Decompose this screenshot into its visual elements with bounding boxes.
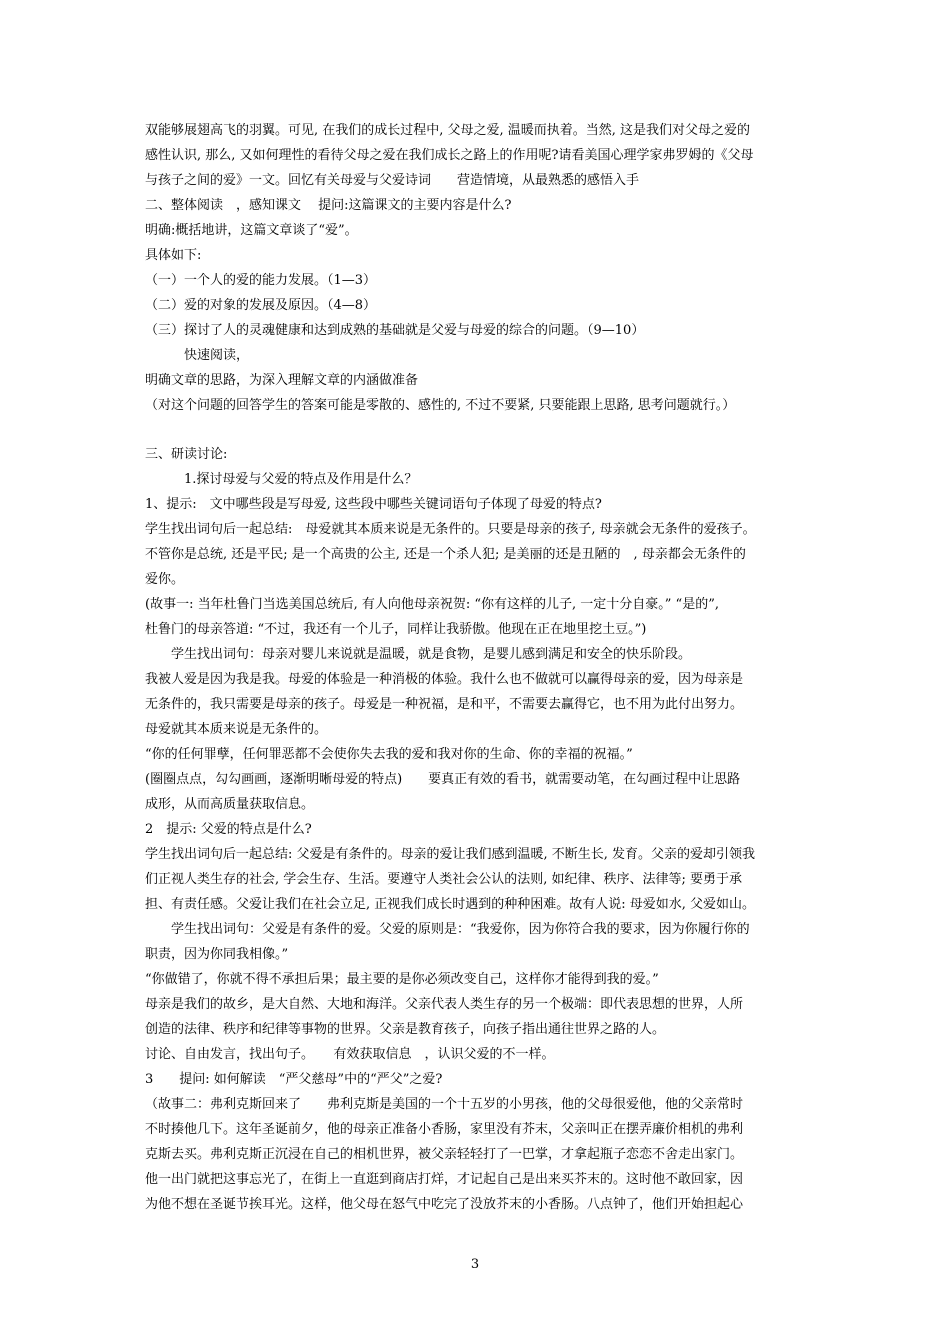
text-line: 学生找出词句后一起总结: 母爱就其本质来说是无条件的。只要是母亲的孩子, 母亲就会无条件的爱孩子。 <box>145 522 756 537</box>
text-line: “你的任何罪孽，任何罪恶都不会使你失去我的爱和我对你的生命、你的幸福的祝福。” <box>145 747 633 762</box>
text-line: 为他不想在圣诞节挨耳光。这样，他父母在怒气中吃完了没放芥末的小香肠。八点钟了，他们开始担起心 <box>145 1197 744 1212</box>
text-line: （一）一个人的爱的能力发展。（1—3） <box>145 273 377 288</box>
section-heading: 三、研读讨论: <box>145 447 228 462</box>
text-line: (圈圈点点，勾勾画画，逐渐明晰母爱的特点) 要真正有效的看书，就需要动笔，在勾画过程中让思路 <box>145 772 741 787</box>
text-line: 职责，因为你同我相像。” <box>145 947 289 962</box>
text-line: 爱你。 <box>145 572 185 587</box>
text-line: 明确文章的思路，为深入理解文章的内涵做准备 <box>145 373 419 388</box>
text-line: （对这个问题的回答学生的答案可能是零散的、感性的, 不过不要紧, 只要能跟上思路, 思考问题就行。） <box>145 398 736 413</box>
text-line: 1.探讨母爱与父爱的特点及作用是什么？ <box>145 472 418 487</box>
text-line: 学生找出词句后一起总结: 父爱是有条件的。母亲的爱让我们感到温暖, 不断生长, 发育。父亲的爱却引领我 <box>145 847 756 862</box>
text-line: 快速阅读， <box>145 348 250 363</box>
text-line: 3 提问: 如何解读 “严父慈母”中的“严父”之爱? <box>145 1072 443 1087</box>
text-line: （故事二：弗利克斯回来了 弗利克斯是美国的一个十五岁的小男孩，他的父母很爱他，他的父亲常时 <box>145 1097 744 1112</box>
text-line: 担、有责任感。父爱让我们在社会立足, 正视我们成长时遇到的种种困难。故有人说: 母爱如水, 父爱如山。 <box>145 897 756 912</box>
text-line: （二）爱的对象的发展及原因。（4—8） <box>145 298 377 313</box>
text-line: 与孩子之间的爱》一文。回忆有关母爱与父爱诗词 营造情境，从最熟悉的感悟入手 <box>145 173 640 188</box>
text-line: 不时揍他几下。这年圣诞前夕，他的母亲正准备小香肠，家里没有芥末，父亲叫正在摆弄廉价相机的弗利 <box>145 1122 744 1137</box>
text-line: 克斯去买。弗利克斯正沉浸在自己的相机世界，被父亲轻轻打了一巴掌，才拿起瓶子恋恋不舍走出家门。 <box>145 1147 744 1162</box>
text-line: 学生找出词句：父爱是有条件的爱。父爱的原则是：“我爱你，因为你符合我的要求，因为你履行你的 <box>145 922 750 937</box>
text-line: 创造的法律、秩序和纪律等事物的世界。父亲是教育孩子，向孩子指出通往世界之路的人。 <box>145 1022 666 1037</box>
text-line: 杜鲁门的母亲答道: “不过，我还有一个儿子，同样让我骄傲。他现在正在地里挖土豆。”) <box>145 622 647 637</box>
text-line: 我被人爱是因为我是我。母爱的体验是一种消极的体验。我什么也不做就可以赢得母亲的爱，因为母亲是 <box>145 672 744 687</box>
text-line: 感性认识, 那么, 又如何理性的看待父母之爱在我们成长之路上的作用呢?请看美国心理学家弗罗姆的《父母 <box>145 148 754 163</box>
text-line: （三）探讨了人的灵魂健康和达到成熟的基础就是父爱与母爱的综合的问题。（9—10） <box>145 323 645 338</box>
text-line: 成形，从而高质量获取信息。 <box>145 797 315 812</box>
text-line: 学生找出词句：母亲对婴儿来说就是温暖，就是食物，是婴儿感到满足和安全的快乐阶段。 <box>145 647 692 662</box>
page-number: 3 <box>470 1257 480 1272</box>
text-line: (故事一: 当年杜鲁门当选美国总统后, 有人向他母亲祝贺: “你有这样的儿子, 一定十分自豪。” “是的”, <box>145 597 719 612</box>
text-line: 他一出门就把这事忘光了，在街上一直逛到商店打烊，才记起自己是出来买芥末的。这时他不敢回家，因 <box>145 1172 744 1187</box>
section-heading: 二、整体阅读 ，感知课文 提问:这篇课文的主要内容是什么? <box>145 198 512 213</box>
text-line: 讨论、自由发言，找出句子。 有效获取信息 ，认识父爱的不一样。 <box>145 1047 555 1062</box>
text-line: 母亲是我们的故乡，是大自然、大地和海洋。父亲代表人类生存的另一个极端：即代表思想的世界，人所 <box>145 997 744 1012</box>
text-line: 2 提示: 父爱的特点是什么? <box>145 822 312 837</box>
text-line: “你做错了，你就不得不承担后果；最主要的是你必须改变自己，这样你才能得到我的爱。” <box>145 972 659 987</box>
text-line: 双能够展翅高飞的羽翼。可见, 在我们的成长过程中, 父母之爱, 温暖而执着。当然, 这是我们对父母之爱的 <box>145 123 751 138</box>
text-line: 不管你是总统, 还是平民; 是一个高贵的公主, 还是一个杀人犯; 是美丽的还是丑陋的 , 母亲都会无条件的 <box>145 547 746 562</box>
text-line: 无条件的，我只需要是母亲的孩子。母爱是一种祝福，是和平，不需要去赢得它，也不用为此付出努力。 <box>145 697 744 712</box>
text-line: 明确:概括地讲，这篇文章谈了“爱”。 <box>145 223 358 238</box>
text-line: 们正视人类生存的社会, 学会生存、生活。要遵守人类社会公认的法则, 如纪律、秩序、法律等; 要勇于承 <box>145 872 743 887</box>
text-line: 具体如下: <box>145 248 202 263</box>
text-line: 1、提示: 文中哪些段是写母爱, 这些段中哪些关键词语句子体现了母爱的特点? <box>145 497 602 512</box>
text-line: 母爱就其本质来说是无条件的。 <box>145 722 328 737</box>
